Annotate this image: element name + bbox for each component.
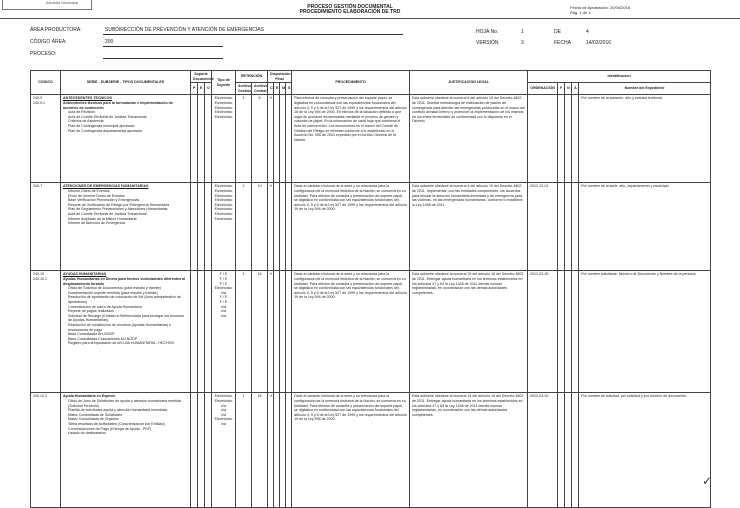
justificacion-cell: Esta subserie obedece al numeral 4 del artículo 19 del Decreto 4802 de 2011. Implementar, con las entidades competentes, los acuerdos para brindar la atención humanitaria inmediata y de emergencia para las víctimas, en las emergencias humanitarias, conforme lo establece la Ley 1448 de 2011. xyxy=(410,183,528,271)
th-ordenacion: ORDENACIÓN xyxy=(528,83,558,95)
tipo-soporte-value: Electrónico xyxy=(214,198,233,203)
tipo-soporte-value: n/a xyxy=(221,313,227,318)
tipo-documental: Informe Ampliado de la Misión Humanitaria xyxy=(68,216,137,221)
table-row xyxy=(31,95,711,183)
tipo-documental: Plan de Seguimiento Prevenciones y Atenciones Humanitarias xyxy=(68,207,168,212)
tipo-documental: Informe Diario de Eventos xyxy=(68,188,110,193)
soporte-e xyxy=(198,95,205,183)
tipo-documental: Documentación soporte remitida (para estudio y trámite) xyxy=(68,290,158,295)
tipo-documental: Matriz Consolidada de Solicitudes xyxy=(68,412,123,417)
page-count: Pág. 1 de 1 xyxy=(570,10,591,15)
retencion-gestion: 2 xyxy=(236,183,252,271)
version-row xyxy=(476,40,736,48)
retencion-gestion: 1 xyxy=(236,95,252,183)
tipo-documental: Registro para la liquidación de AH-LBA HUMANITARIA - HECHOS xyxy=(68,341,174,346)
codigo-subserie: 240.9.1 xyxy=(33,100,45,105)
soporte-o xyxy=(205,95,212,183)
tipo-soporte-cell xyxy=(212,183,236,271)
tipo-documental: Informe de Atención de Emergencia xyxy=(68,221,126,226)
tipo-soporte-value: Electrónico xyxy=(214,96,233,101)
tipo-soporte-value: Electrónico xyxy=(214,100,233,105)
logo-text: Alcaldía Municipal xyxy=(46,0,79,5)
tipo-documental: Criterios de Asistencia xyxy=(68,119,104,124)
tipo-soporte-value: n/a xyxy=(221,412,227,417)
serie-cell xyxy=(61,393,191,508)
tipo-soporte-value: Electrónico xyxy=(214,184,233,189)
retencion-gestion: 1 xyxy=(236,393,252,508)
th-n: N xyxy=(565,83,572,95)
subserie-name: Ayudas Humanitarias en Dinero para hechos victimizantes diferentes al desplazamiento forzado xyxy=(63,276,186,286)
tipo-soporte-value: n/a xyxy=(221,421,227,426)
tipo-soporte-value: Electrónico xyxy=(214,216,233,221)
disposicion-ct: X xyxy=(268,95,274,183)
tipo-soporte-value: F / E xyxy=(219,276,228,281)
tipo-soporte-value: Electrónico xyxy=(214,188,233,193)
tipo-documental: Base Consolidada AH-NODP xyxy=(68,332,115,337)
codigo-label: CÓDIGO ÁREA: xyxy=(30,39,67,45)
tipo-soporte-cell xyxy=(212,271,236,393)
tipo-soporte-value: Electrónico xyxy=(214,202,233,207)
proceso-label: PROCESO: xyxy=(30,51,57,57)
codigo-underline xyxy=(103,46,223,47)
process-title: PROCESO GESTIÓN DOCUMENTAL xyxy=(307,4,393,10)
table-head xyxy=(31,71,711,95)
subserie-name: Ayuda Humanitaria en Especie xyxy=(63,394,116,399)
th-nombre-expediente: Nombre del Expediente xyxy=(579,83,711,95)
serie-cell xyxy=(61,183,191,271)
tipo-documental: Base Verificación Prevención y Emergencias xyxy=(68,198,140,203)
th-tipo-soporte: Tipo de Soporte xyxy=(212,71,236,95)
codigo-subserie: 240.10.2 xyxy=(33,394,47,399)
th-archivo-gestion: Archivo Gestión xyxy=(236,83,252,95)
orden-f xyxy=(558,271,565,393)
tipo-soporte-value: F / E xyxy=(219,281,228,286)
orden-a xyxy=(572,183,579,271)
tipo-documental: Resolución de constitución de recursos (Ayudas Humanitarias) o resoluciones de pago xyxy=(68,322,172,332)
tipo-soporte-value: Electrónico xyxy=(214,394,233,399)
soporte-p xyxy=(191,393,198,508)
tipo-soporte-cell xyxy=(212,393,236,508)
version-value: 3 xyxy=(521,40,524,46)
th-f: F xyxy=(558,83,565,95)
th-e: E xyxy=(198,83,205,95)
disposicion-ct: X xyxy=(268,271,274,393)
th-archivo-central: Archivo Central xyxy=(252,83,268,95)
th-a: A xyxy=(572,83,579,95)
tipo-documental: Reporte de pagos realizados xyxy=(68,309,114,314)
nombre-expediente-cell: Por nombre de la subserie, año y entidad territorial. xyxy=(579,95,711,183)
tipo-soporte-value: Electrónico xyxy=(214,207,233,212)
tipo-soporte-value: Electrónico xyxy=(214,193,233,198)
orden-f xyxy=(558,95,565,183)
th-e2: E xyxy=(274,83,280,95)
th-retencion: RETENCIÓN xyxy=(236,71,268,83)
ordenacion-cell: 2012-10-01 xyxy=(528,183,558,271)
tipo-documental: Resolución de aprobación de colocación de AH (Acto administrativo de aprobación) xyxy=(68,295,181,304)
orden-n xyxy=(565,95,572,183)
version-label: VERSIÓN xyxy=(476,40,499,46)
th-justificacion: JUSTIFICACIÓN LEGAL xyxy=(410,71,528,95)
proceso-underline xyxy=(103,58,223,59)
tipo-documental: Reporte de Verificación de Riesgo por Emergencia Humanitaria xyxy=(68,202,170,207)
th-s: S xyxy=(286,83,292,95)
tipo-soporte-value: n/a xyxy=(221,304,227,309)
justificacion-cell: Esta subserie obedece al numeral 6 del artículo 18 del Decreto 4802 de 2011. Diseñar metodología de elaboración de planes de contingencia para atender las emergencias producidas en el marco del conflicto armado interno y promover la implementación de los mismos en los entes territoriales de conformidad con lo dispuesto en el Decreto. xyxy=(410,95,528,183)
table-row xyxy=(31,271,711,393)
serie-name: ANTECEDENTES TECNICOS xyxy=(63,96,112,101)
th-procedimiento: PROCEDIMIENTO xyxy=(292,71,410,95)
serie-cell xyxy=(61,271,191,393)
th-p: P xyxy=(191,83,198,95)
tipo-soporte-value: Electrónico xyxy=(214,286,233,291)
de-label: DE xyxy=(554,29,561,35)
tipo-soporte-cell xyxy=(212,95,236,183)
soporte-p xyxy=(191,271,198,393)
retencion-central: 10 xyxy=(252,183,268,271)
table-row xyxy=(31,183,711,271)
soporte-o xyxy=(205,271,212,393)
tipo-documental: Comunicación de cobro de Ayuda Humanitaria xyxy=(68,304,143,309)
ordenacion-cell xyxy=(528,95,558,183)
th-codigo: CÓDIGO xyxy=(31,71,61,95)
tipo-documental: Comunicaciones de Pago (Entrega de Ayuda - PDF) xyxy=(68,426,152,431)
tipo-documental: Acta de Comité Territorial de Justicia Transicional xyxy=(68,114,147,119)
tipo-soporte-value: Electrónico xyxy=(214,110,233,115)
tipo-soporte-value: n/a xyxy=(221,290,227,295)
th-soporte: Soporte Documental xyxy=(191,71,212,83)
th-o: O xyxy=(205,83,212,95)
tipo-documental: Plan de Contingencia departamental aprobado xyxy=(68,128,143,133)
soporte-e xyxy=(198,393,205,508)
tipo-documental: Matriz Consolidada de Órganos xyxy=(68,417,119,422)
codigo-serie: 240.10 xyxy=(33,272,44,277)
soporte-o xyxy=(205,393,212,508)
trd-table xyxy=(30,70,711,508)
serie-cell xyxy=(61,95,191,183)
signature-mark: ✓ xyxy=(701,474,712,488)
procedimiento-cell: Dado el carácter misional de la serie y su relevancia para la configuración de la memoria histórica de la Nación, se conserva en su totalidad. Para efectos de consulta y preservación del soporte papel, se digitaliza en conformidad con las equivalencias funcionales del artículo 4, 5 y 6 de la Ley 527 de 1999 y los requerimientos del artículo 19 de la Ley 594 de 2000. xyxy=(292,183,410,271)
orden-f xyxy=(558,183,565,271)
nombre-expediente-cell: Por nombre solicitante. Número de Documento y Nombre de la persona. xyxy=(579,271,711,393)
retencion-central: 8 xyxy=(252,95,268,183)
codigo-subserie: 240.10.1 xyxy=(33,276,47,281)
codigo-serie: 240-9 xyxy=(33,96,43,101)
serie-name: ATENCIONES DE EMERGENCIAS HUMANITARIAS xyxy=(63,184,149,189)
ordenacion-cell: 2012-03-30 xyxy=(528,271,558,393)
area-label: ÁREA PRODUCTORA: xyxy=(30,27,82,33)
orden-a xyxy=(572,95,579,183)
ordenacion-cell: 2012-03-30 xyxy=(528,393,558,508)
tipo-documental: Envío de Informe Diario de Eventos xyxy=(68,193,125,198)
soporte-e xyxy=(198,183,205,271)
hoja-row xyxy=(476,29,716,37)
tipo-soporte-value: n/a xyxy=(221,309,227,314)
tipo-soporte-value: Electrónico xyxy=(214,105,233,110)
th-identificacion: Identificación xyxy=(528,71,711,83)
approval-date: Fecha de Aprobación: 20/04/2016 xyxy=(570,5,631,10)
table-body xyxy=(31,95,711,508)
hoja-value: 1 xyxy=(521,29,524,35)
soporte-o xyxy=(205,183,212,271)
soporte-p xyxy=(191,183,198,271)
th-disposicion: Disposición Final xyxy=(268,71,292,83)
disposicion-ct: X xyxy=(268,393,274,508)
orden-n xyxy=(565,183,572,271)
fecha-label: FECHA xyxy=(554,40,571,46)
orden-n xyxy=(565,393,572,508)
th-ct: CT xyxy=(268,83,274,95)
procedimiento-cell: Dado el carácter misional de la serie y su relevancia para la configuración de la memoria histórica de la Nación, se conserva en su totalidad. Para efectos de consulta y preservación del soporte papel, se digitaliza en conformidad con las equivalencias funcionales del artículo 4, 5 y 6 de la Ley 527 de 1999 y los requerimientos del artículo 19 de la Ley 594 de 2000. xyxy=(292,393,410,508)
codigo-cell xyxy=(31,271,61,393)
fecha-value: 14/03/2016 xyxy=(586,40,612,46)
tipo-soporte-value: F / E xyxy=(219,299,228,304)
codigo-cell xyxy=(31,95,61,183)
codigo-cell xyxy=(31,183,61,271)
disposicion-ct: X xyxy=(268,183,274,271)
codigo-serie: 240-7 xyxy=(33,184,43,189)
soporte-p xyxy=(191,95,198,183)
tipo-documental: Solicitud de Recargo (Entidad a Referenciada para recargar los recursos de Ayudas Humanitarias) xyxy=(68,313,184,323)
procedimiento-cell: Dado el carácter misional de la serie y su relevancia para la configuración de la memoria histórica de la Nación, se conserva en su totalidad. Para efectos de consulta y preservación del soporte papel, se digitaliza en conformidad con las equivalencias funcionales del artículo 4, 5 y 6 de la Ley 527 de 1999 y los requerimientos del artículo 19 de la Ley 594 de 2000. xyxy=(292,271,410,393)
de-value: 4 xyxy=(586,29,589,35)
hoja-label: HOJA No. xyxy=(476,29,499,35)
subserie-name: Antecedentes técnicos para la formulación e implementación de acciones de contención xyxy=(63,100,173,110)
nombre-expediente-cell: Por nombre de la serie, año, departamento y municipio. xyxy=(579,183,711,271)
tipo-documental: Planilla de solicitudes ayuda y atención humanitaria inmediata xyxy=(68,408,167,413)
retencion-gestion: 1 xyxy=(236,271,252,393)
tipo-documental: Listado de destinatarios xyxy=(68,431,106,436)
tipo-documental: Tarea resultado de Actividades (Caracterización por Entidad) xyxy=(68,421,165,426)
tipo-soporte-value: Electrónico xyxy=(214,417,233,422)
tipo-soporte-value: Electrónico xyxy=(214,211,233,216)
justificacion-cell: Esta subserie obedece al numeral 15 del artículo 18 del Decreto 4802 de 2011. Entregar ayuda humanitaria en los términos establecidos en los artículos 47 y 63 la Ley 1448 de 2011 demás normas reglamentarias, en coordinación con las demás autoridades competentes. xyxy=(410,393,528,508)
tipo-soporte-value: F / E xyxy=(219,272,228,277)
serie-name: AYUDAS HUMANITARIAS xyxy=(63,272,107,277)
table-row xyxy=(31,393,711,508)
tipo-documental: Acta de Revisión xyxy=(68,110,95,115)
soporte-e xyxy=(198,271,205,393)
procedure-title: PROCEDIMIENTO ELABORACIÓN DE TRD xyxy=(299,9,401,15)
tipo-soporte-value: n/a xyxy=(221,403,227,408)
retencion-central: 18 xyxy=(252,271,268,393)
codigo-cell xyxy=(31,393,61,508)
tipo-documental: Oficio de Juez de Solicitudes de ayuda y atención humanitaria remitida (Solicitud Territorio) xyxy=(68,398,181,408)
tipo-soporte-value: F / E xyxy=(219,295,228,300)
nombre-expediente-cell: Por nombre de solicitud, por solicitud y por número de documento. xyxy=(579,393,711,508)
area-value: SUBDIRECCIÓN DE PREVENCIÓN Y ATENCIÓN DE EMERGENCIAS xyxy=(105,27,264,33)
area-underline xyxy=(103,34,403,35)
th-m: M xyxy=(280,83,286,95)
procedimiento-cell: Para efectos de consulta y preservación del soporte papel, se digitaliza en concordancia con las equivalencias funcionales del artículo 4, 5 y 6 de la Ley 527 de 1999 y los requerimientos del artículo 18 de la Ley 594 de 2000. En efectos de la situación definida a que lugar de acciones encaminadas mediante el proceso de gestión y custodia de papel. En la información de cada hoja que conforma el Acta de intervención. Los documentos en el marco del Comité de Gestión del Riesgo se eliminan conforme a lo establecido en el Acuerdo No. 006 de 2003 expedido por el Archivo General de la Nación. xyxy=(292,95,410,183)
retencion-central: 18 xyxy=(252,393,268,508)
orden-f xyxy=(558,393,565,508)
orden-n xyxy=(565,271,572,393)
codigo-value: 200 xyxy=(105,39,114,45)
orden-a xyxy=(572,393,579,508)
tipo-documental: Oficio de Solicitud de Documentos (para estudio y trámite) xyxy=(68,286,161,291)
tipo-documental: Base Consolidada Colocaciones AH-NODP xyxy=(68,336,138,341)
justificacion-cell: Esta subserie obedece al numeral 15 del artículo 18 del Decreto 4802 de 2011. Entregar ayuda humanitaria en los términos establecidos en los artículos 47 y 63 la Ley 1448 de 2011 demás normas reglamentarias, en coordinación con las demás autoridades competentes. xyxy=(410,271,528,393)
th-serie: SERIE - SUBSERIE - TIPOS DOCUMENTALES xyxy=(61,71,191,95)
tipo-documental: Acta de Comité Territorial de Justicia Transicional xyxy=(68,211,147,216)
tipo-soporte-value: Electrónico xyxy=(214,114,233,119)
tipo-documental: Plan de Contingencia municipal aprobado xyxy=(68,123,135,128)
tipo-soporte-value: n/a xyxy=(221,408,227,413)
tipo-soporte-value: Electrónico xyxy=(214,398,233,403)
document-header xyxy=(0,0,740,19)
orden-a xyxy=(572,271,579,393)
